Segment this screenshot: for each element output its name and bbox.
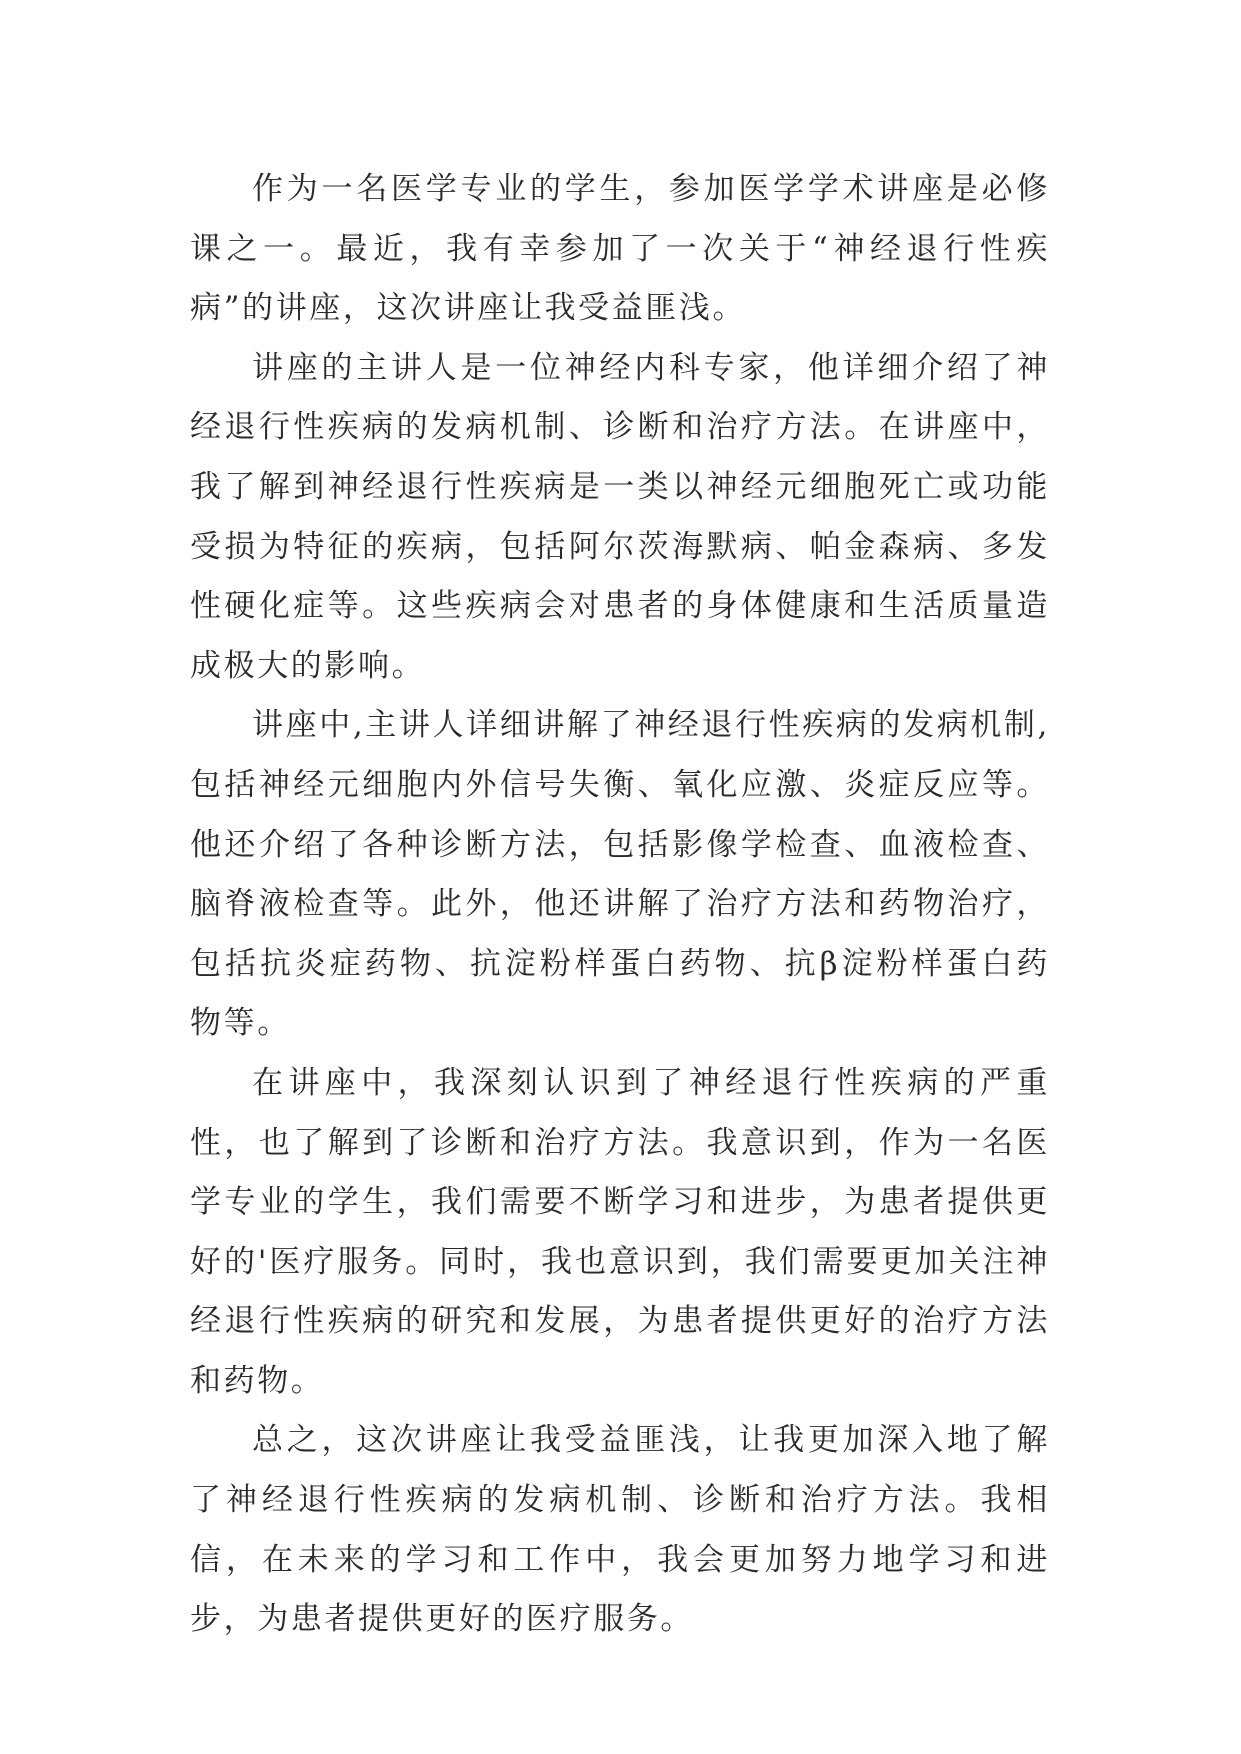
paragraph-4: 在讲座中，我深刻认识到了神经退行性疾病的严重性，也了解到了诊断和治疗方法。我意识到，作为一名医学专业的学生，我们需要不断学习和进步，为患者提供更好的'医疗服务。同时，我也意识到，我们需要更加关注神经退行性疾病的研究和发展，为患者提供更好的治疗方法和药物。 [190, 1064, 1050, 1399]
paragraph-3: 讲座中,主讲人详细讲解了神经退行性疾病的发病机制,包括神经元细胞内外信号失衡、氧化应激、炎症反应等。他还介绍了各种诊断方法，包括影像学检查、血液检查、脑脊液检查等。此外，他还讲解了治疗方法和药物治疗，包括抗炎症药物、抗淀粉样蛋白药物、抗β淀粉样蛋白药物等。 [190, 707, 1050, 1042]
paragraph-5: 总之，这次讲座让我受益匪浅，让我更加深入地了解了神经退行性疾病的发病机制、诊断和治疗方法。我相信，在未来的学习和工作中，我会更加努力地学习和进步，为患者提供更好的医疗服务。 [190, 1422, 1050, 1638]
document-body [190, 160, 1050, 1650]
paragraph-2: 讲座的主讲人是一位神经内科专家，他详细介绍了神经退行性疾病的发病机制、诊断和治疗方法。在讲座中，我了解到神经退行性疾病是一类以神经元细胞死亡或功能受损为特征的疾病，包括阿尔茨海默病、帕金森病、多发性硬化症等。这些疾病会对患者的身体健康和生活质量造成极大的影响。 [190, 349, 1050, 684]
paragraph-1: 作为一名医学专业的学生，参加医学学术讲座是必修课之一。最近，我有幸参加了一次关于“神经退行性疾病”的讲座，这次讲座让我受益匪浅。 [190, 171, 1050, 327]
